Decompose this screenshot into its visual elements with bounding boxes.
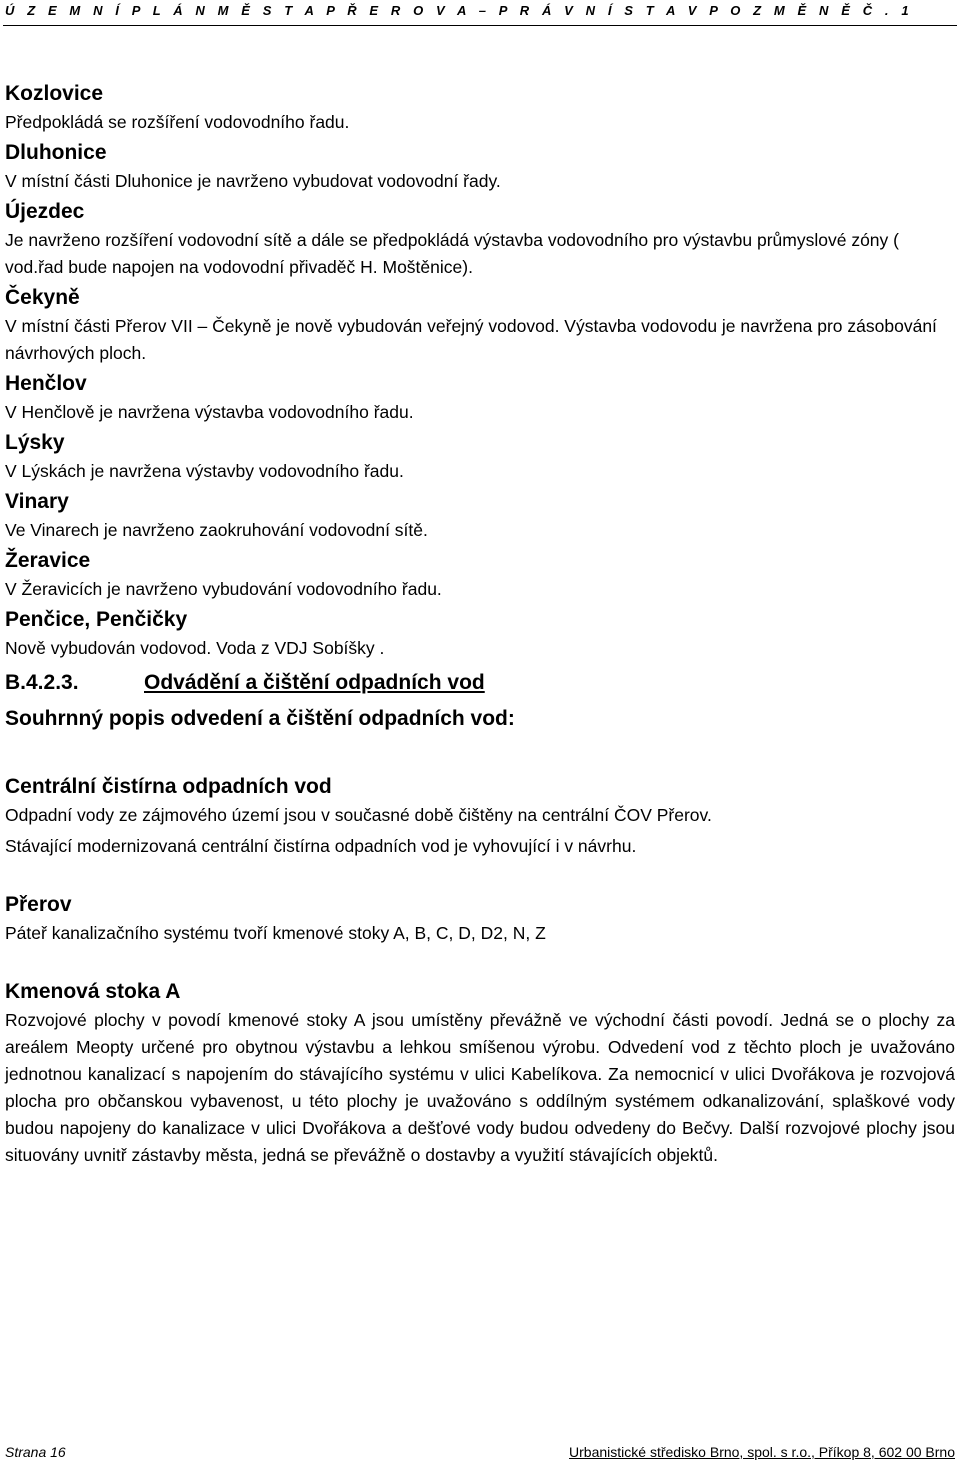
heading-cekyne: Čekyně [5, 286, 80, 309]
section-heading [5, 668, 955, 698]
central-wwtp-line-1: Odpadní vody ze zájmového území jsou v současné době čištěny na centrální ČOV Přerov. [5, 805, 712, 825]
heading-kozlovice: Kozlovice [5, 82, 104, 105]
page-number: Strana 16 [5, 1444, 66, 1460]
heading-vinary: Vinary [5, 490, 69, 513]
central-wwtp-heading: Centrální čistírna odpadních vod [5, 775, 332, 798]
sewer-a-heading: Kmenová stoka A [5, 980, 181, 1003]
prerov-paragraph: Páteř kanalizačního systému tvoří kmenové stoky A, B, C, D, D2, N, Z [5, 923, 546, 943]
heading-ujezdec: Újezdec [5, 200, 85, 223]
summary-heading: Souhrnný popis odvedení a čištění odpadních vod: [5, 707, 515, 730]
paragraph-lysky: V Lýskách je navržena výstavby vodovodního řadu. [5, 461, 404, 481]
paragraph-pencice: Nově vybudován vodovod. Voda z VDJ Sobíšky . [5, 638, 385, 658]
prerov-heading: Přerov [5, 893, 72, 916]
page-content [5, 79, 955, 1175]
sewer-a-paragraph: Rozvojové plochy v povodí kmenové stoky A jsou umístěny převážně ve východní části povodí. Jedná se o plochy za areálem Meopty určené pro obytnou výstavbu a lehkou smíšenou výrobu. Odvedení vod z těchto ploch je uvažováno jednotnou kanalizací s napojením do stávajícího systému v ulici Kabelíkova. Za nemocnicí v ulici Dvořákova je rozvojová plocha pro občanskou vybavenost, u této plochy je uvažováno s oddílným systémem odkanalizování, splaškové vody budou napojeny do kanalizace v ulici Dvořákova a dešťové vody budou odvedeny do Bečvy. Další rozvojové plochy jsou situovány uvnitř zástavby města, jedná se převážně o dostavby a využití stávajících objektů. [5, 1010, 955, 1165]
paragraph-vinary: Ve Vinarech je navrženo zaokruhování vodovodní sítě. [5, 520, 428, 540]
page-footer [5, 1444, 955, 1460]
heading-lysky: Lýsky [5, 431, 65, 454]
section-title: Odvádění a čištění odpadních vod [144, 671, 485, 694]
heading-pencice: Penčice, Penčičky [5, 608, 188, 631]
paragraph-henclov: V Henčlově je navržena výstavba vodovodního řadu. [5, 402, 414, 422]
heading-henclov: Henčlov [5, 372, 87, 395]
paragraph-ujezdec: Je navrženo rozšíření vodovodní sítě a dále se předpokládá výstavba vodovodního pro výstavbu průmyslové zóny ( vod.řad bude napojen na vodovodní přivaděč H. Moštěnice). [5, 230, 899, 277]
paragraph-zeravice: V Žeravicích je navrženo vybudování vodovodního řadu. [5, 579, 442, 599]
running-header: Ú Z E M N Í P L Á N M Ě S T A P Ř E R O V A – P R Á V N Í S T A V P O Z M Ě N Ě Č . 1 [5, 3, 914, 18]
header-divider [3, 25, 957, 26]
section-number: B.4.2.3. [5, 671, 79, 694]
publisher-info: Urbanistické středisko Brno, spol. s r.o., Příkop 8, 602 00 Brno [569, 1444, 955, 1460]
central-wwtp-line-2: Stávající modernizovaná centrální čistírna odpadních vod je vyhovující i v návrhu. [5, 836, 637, 856]
heading-zeravice: Žeravice [5, 549, 91, 572]
paragraph-cekyne: V místní části Přerov VII – Čekyně je nově vybudován veřejný vodovod. Výstavba vodovodu je navržena pro zásobování návrhových ploch. [5, 316, 937, 363]
paragraph-kozlovice: Předpokládá se rozšíření vodovodního řadu. [5, 112, 350, 132]
paragraph-dluhonice: V místní části Dluhonice je navrženo vybudovat vodovodní řady. [5, 171, 501, 191]
heading-dluhonice: Dluhonice [5, 141, 107, 164]
